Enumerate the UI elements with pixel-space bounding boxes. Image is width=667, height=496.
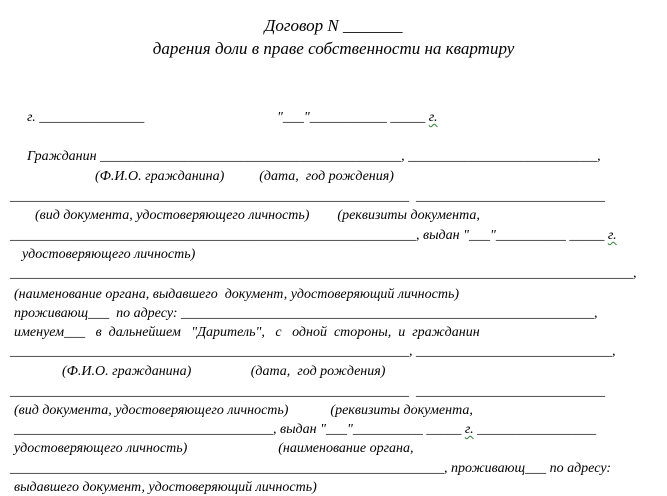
donor-designation-line: именуем___ в дальнейшем "Даритель", с одной стороны, и гражданин [14, 325, 480, 340]
recipient-id-caption: (вид документа, удостоверяющего личность) (реквизиты документа, [14, 403, 473, 418]
donor-authority-caption: (наименование органа, выдавшего документ, удостоверяющий личность) [14, 287, 459, 302]
donor-id-caption-2: удостоверяющего личность) [22, 247, 196, 262]
recipient-authority-caption: выдавшего документ, удостоверяющий личность) [14, 480, 317, 495]
recipient-id-line: _________________________________________________________ ___________________________ [10, 384, 605, 399]
donor-address-line: проживающ___ по адресу: ___________________________________________________________, [14, 306, 598, 321]
donor-issued-line: __________________________________________________________, выдан "___"__________ _____ г. [10, 228, 617, 243]
donor-name-caption: (Ф.И.О. гражданина) (дата, год рождения) [95, 169, 394, 184]
donor-name-line: Гражданин ___________________________________________, ___________________________, [27, 149, 601, 164]
recipient-issued-line: _____________________________________, выдан "___"__________ _____ г. _________________ [14, 422, 597, 437]
recipient-authority-line: ______________________________________________________________, проживающ___ по адресу: [10, 461, 612, 476]
recipient-name-caption: (Ф.И.О. гражданина) (дата, год рождения) [62, 364, 386, 379]
donor-id-caption: (вид документа, удостоверяющего личность) (реквизиты документа, [35, 208, 480, 223]
document-title: Договор N _______ [264, 16, 403, 35]
recipient-id-caption-2: удостоверяющего личность) (наименование органа, [14, 441, 414, 456]
donor-authority-line: _________________________________________________________________________________________, [10, 266, 637, 281]
recipient-name-line: _________________________________________________________, ____________________________, [10, 344, 616, 359]
donor-id-line: _________________________________________________________ ___________________________ [10, 189, 605, 204]
date-field: "___"___________ _____ г. [277, 110, 438, 125]
document-subtitle: дарения доли в праве собственности на квартиру [152, 39, 515, 58]
city-field: г. _______________ [27, 110, 145, 125]
